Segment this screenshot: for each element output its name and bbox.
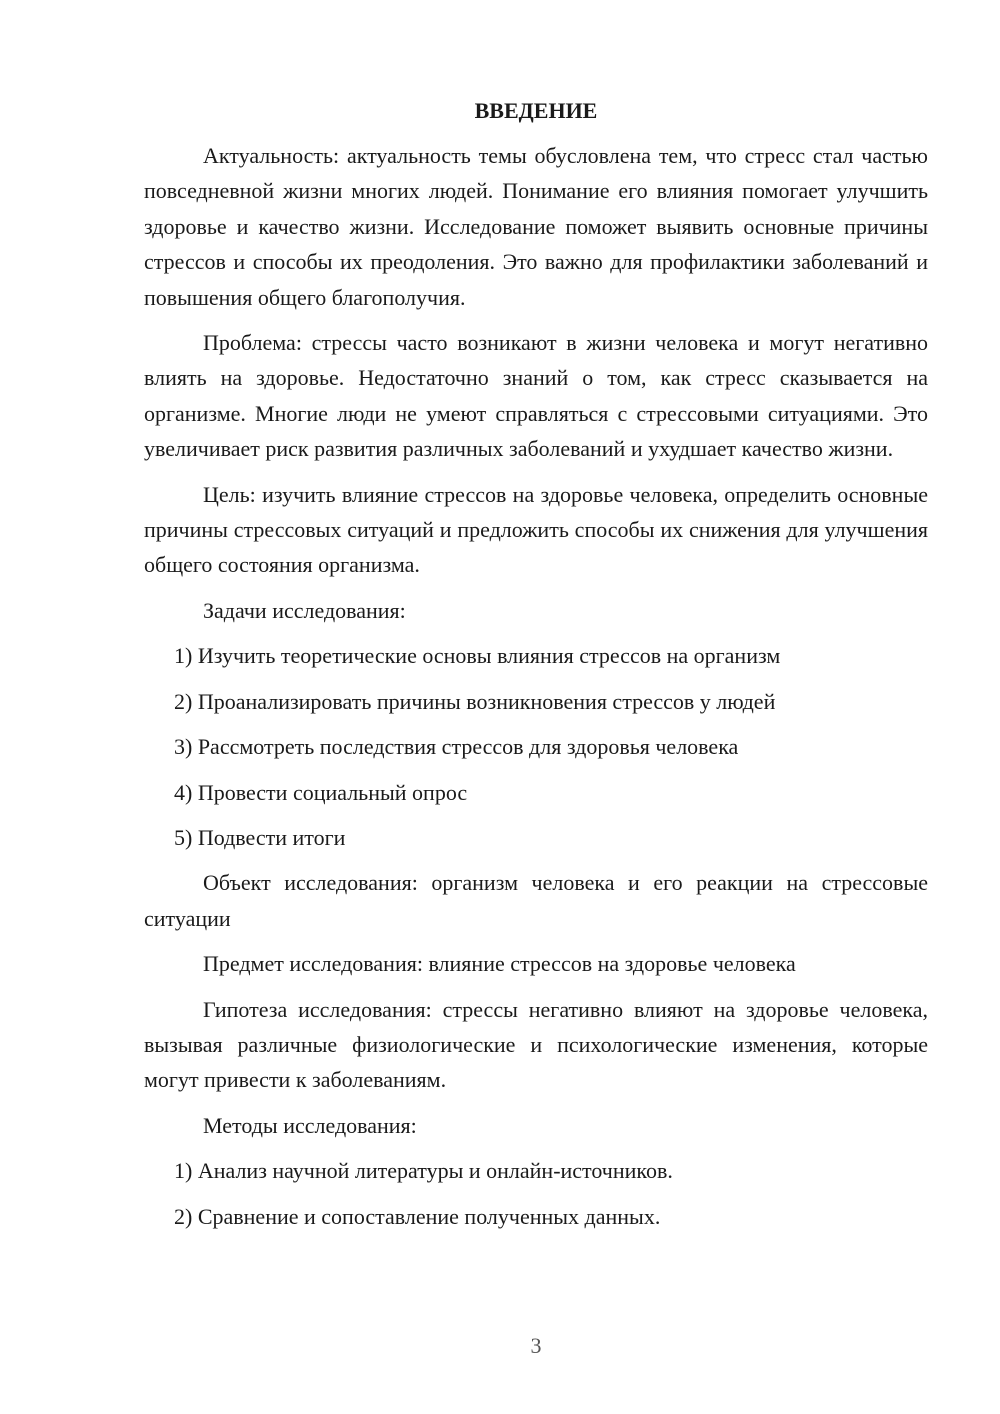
method-item: 1) Анализ научной литературы и онлайн-источников.: [174, 1158, 673, 1184]
relevance-paragraph: Актуальность: актуальность темы обусловлена тем, что стресс стал частью повседневной жизни многих людей. Понимание его влияния помогает улучшить здоровье и качество жизни. Исследование поможет выявить основные причины стрессов и способы их преодоления. Это важно для профилактики заболеваний и повышения общего благополучия.: [144, 143, 928, 310]
page-content: [144, 96, 928, 1244]
page-number: 3: [530, 1333, 542, 1358]
hypothesis-paragraph: Гипотеза исследования: стрессы негативно влияют на здоровье человека, вызывая различные физиологические и психологические изменения, которые могут привести к заболеваниям.: [144, 996, 928, 1093]
task-item: 3) Рассмотреть последствия стрессов для здоровья человека: [174, 734, 739, 760]
section-title: ВВЕДЕНИЕ: [474, 98, 598, 123]
method-item: 2) Сравнение и сопоставление полученных данных.: [174, 1203, 661, 1229]
goal-paragraph: Цель: изучить влияние стрессов на здоровье человека, определить основные причины стрессовых ситуаций и предложить способы их снижения для улучшения общего состояния организма.: [144, 481, 928, 578]
tasks-heading: Задачи исследования:: [203, 597, 406, 623]
task-item: 4) Провести социальный опрос: [174, 779, 468, 805]
problem-paragraph: Проблема: стрессы часто возникают в жизни человека и могут негативно влиять на здоровье. Недостаточно знаний о том, как стресс сказывается на организме. Многие люди не умеют справляться с стрессовыми ситуациями. Это увеличивает риск развития различных заболеваний и ухудшает качество жизни.: [144, 330, 928, 462]
task-item: 2) Проанализировать причины возникновения стрессов у людей: [174, 688, 776, 714]
task-item: 1) Изучить теоретические основы влияния стрессов на организм: [174, 643, 781, 669]
subject-paragraph: Предмет исследования: влияние стрессов на здоровье человека: [203, 951, 796, 977]
object-paragraph: Объект исследования: организм человека и его реакции на стрессовые ситуации: [144, 870, 928, 931]
methods-heading: Методы исследования:: [203, 1112, 417, 1138]
task-item: 5) Подвести итоги: [174, 824, 346, 850]
